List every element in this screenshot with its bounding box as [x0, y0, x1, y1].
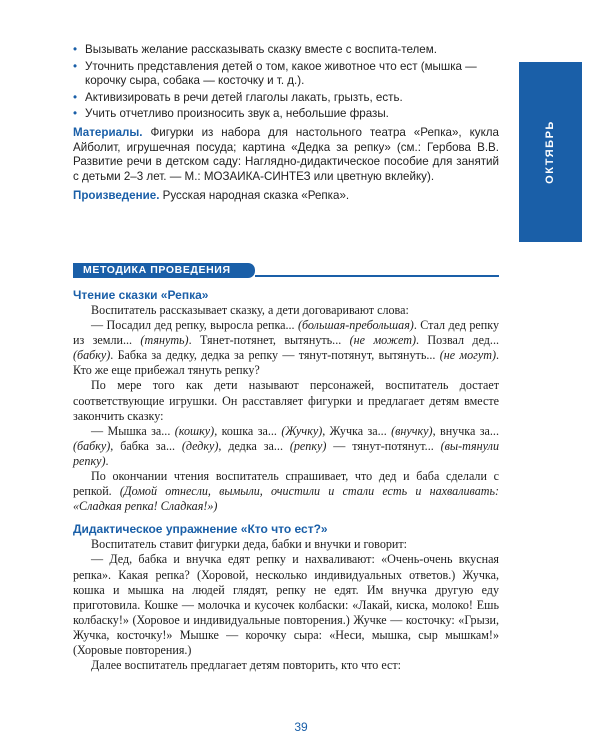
bullet-icon: • [73, 107, 78, 121]
work-label: Произведение. [73, 189, 160, 203]
section-band [73, 263, 499, 278]
main-text [73, 287, 499, 673]
bullet-icon: • [73, 59, 78, 73]
list-item: • Учить отчетливо произносить звук а, небольшие фразы. [73, 107, 389, 121]
page-number: 39 [294, 720, 308, 734]
exercise-paragraph: Воспитатель ставит фигурки деда, бабки и внучки и говорит: [91, 537, 408, 552]
list-item: • Активизировать в речи детей глаголы лакать, грызть, есть. [73, 90, 403, 104]
list-item: • Вызывать желание рассказывать сказку вместе с воспита-телем. [73, 43, 437, 56]
reading-paragraph: — Мышка за... (кошку), кошка за... (Жучку), Жучка за... (внучку), внучка за... (бабку), бабка за... (дедку), дедка за... (репку) — тянут-потянут... (вы-тянули репку). [73, 423, 499, 468]
month-side-tab [519, 62, 582, 242]
exercise-heading: Дидактическое упражнение «Кто что ест?» [73, 522, 328, 537]
month-label: ОКТЯБРЬ [544, 120, 556, 184]
bullet-icon: • [73, 43, 78, 56]
work-paragraph: Произведение. Русская народная сказка «Репка». [73, 189, 350, 203]
exercise-paragraph: — Дед, бабка и внучка едят репку и нахваливают: «Очень-очень вкусная репка». Какая репка? (Хоровой, несколько индивидуальных ответов.) Жучка, кошка и мышка на людей глядят, репку не едят. Им внучка другую еду приготовила. Кошке — молочка и кусочек колбаски: «Лакай, киска, молоко! Ешь колбаску!» (Хоровое и индивидуальные повторения.) Жучке — косточку: «Грызи, Жучка, косточку!» Мышке — корочку сыра: «Неси, мышка, сыр мышкам!» (Хоровые повторения.) [73, 552, 499, 657]
reading-paragraph: По окончании чтения воспитатель спрашивает, что дед и баба сделали с репкой. (Домой отнесли, вымыли, очистили и стали есть и нахваливать: «Сладкая репка! Сладкая!») [73, 469, 500, 514]
reading-paragraph: По мере того как дети называют персонажей, воспитатель достает соответствующие игрушки. Он расставляет фигурки и предлагает детям вместе закончить сказку: [73, 378, 499, 423]
section-title: МЕТОДИКА ПРОВЕДЕНИЯ [83, 264, 231, 276]
objectives-list [73, 43, 499, 122]
list-item: • Уточнить представления детей о том, какое животное что ест (мышка — корочку сыра, собака — косточку и т. д.). [73, 59, 477, 88]
reading-paragraph: — Посадил дед репку, выросла репка... (большая-пребольшая). Стал дед репку из земли... (тянуть). Тянет-потянет, вытянуть... (не может). Позвал дед... (бабку). Бабка за дедку, дедка за репку — тянут-потянут, вытянуть... (не могут). Кто же еще прибежал тянуть репку? [73, 318, 500, 378]
section-title-pill [73, 263, 255, 278]
bullet-icon: • [73, 90, 78, 104]
materials-label: Материалы. [73, 125, 143, 139]
reading-heading: Чтение сказки «Репка» [73, 288, 209, 302]
reading-paragraph: Воспитатель рассказывает сказку, а дети договаривают слова: [91, 303, 409, 317]
objectives-block [73, 43, 499, 204]
section-divider [255, 275, 499, 277]
materials-paragraph: Материалы. Фигурки из набора для настольного театра «Репка», кукла Айболит, игрушечная посуда; картина «Дедка за репку» (см.: Гербова В.В. Развитие речи в детском саду: Наглядно-дидактическое пособие для занятий с детьми 2–3 лет. — М.: МОЗАИКА-СИНТЕЗ или цветную вклейку). [73, 125, 499, 183]
exercise-paragraph: Далее воспитатель предлагает детям повторить, кто что ест: [91, 658, 402, 673]
